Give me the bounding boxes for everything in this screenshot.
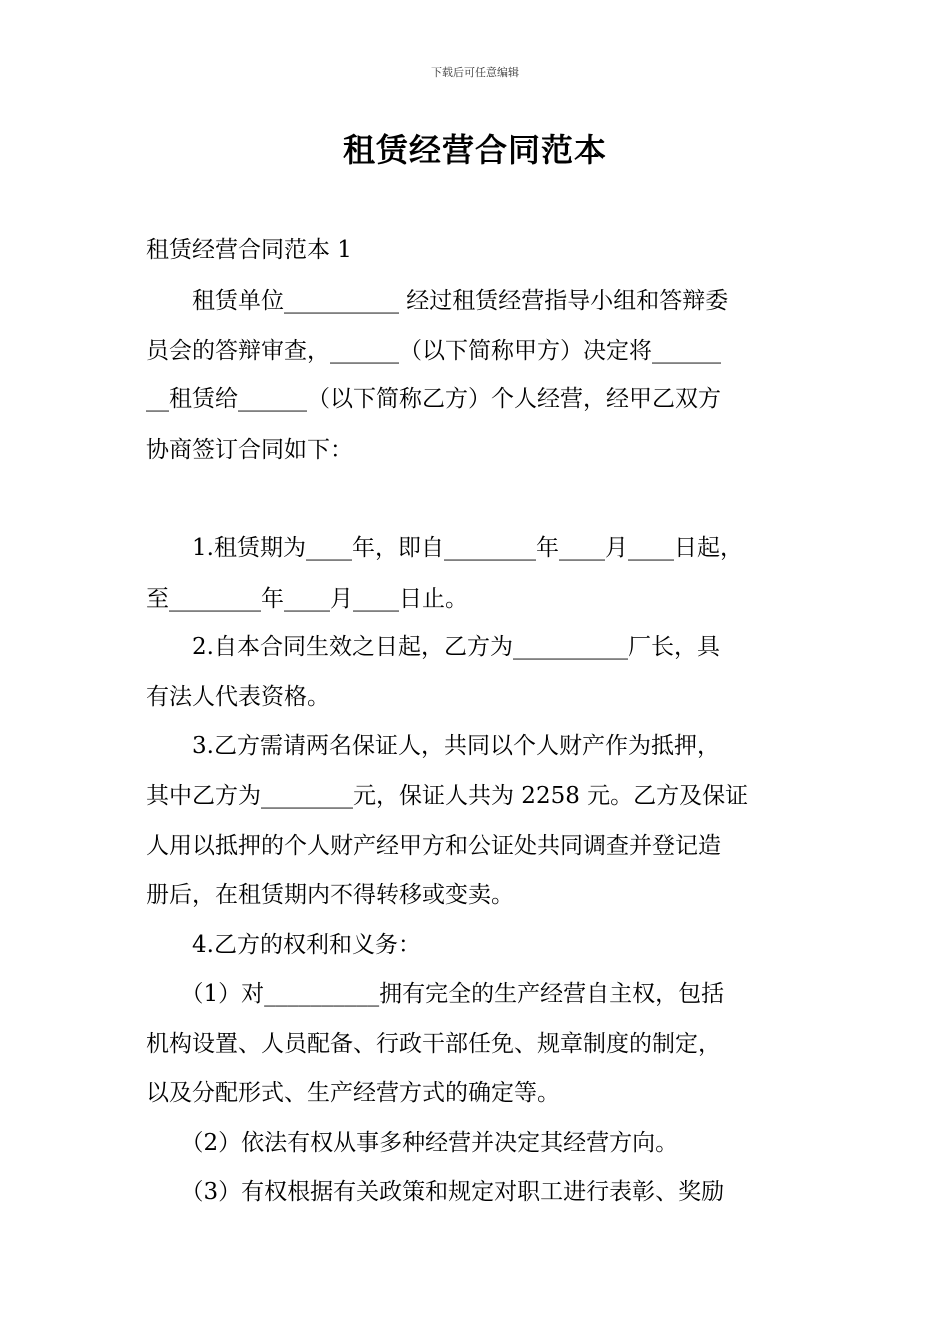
body-line: 1.租赁期为____年，即自________年____月____日起， xyxy=(146,535,743,561)
body-line: 2.自本合同生效之日起，乙方为__________厂长，具 xyxy=(146,634,720,660)
body-line: 以及分配形式、生产经营方式的确定等。 xyxy=(146,1080,560,1106)
body-line: 3.乙方需请两名保证人，共同以个人财产作为抵押， xyxy=(146,733,720,759)
body-line: （3）有权根据有关政策和规定对职工进行表彰、奖励 xyxy=(146,1179,725,1205)
body-line: 机构设置、人员配备、行政干部任免、规章制度的制定， xyxy=(146,1031,721,1057)
document-title: 租赁经营合同范本 xyxy=(342,131,607,169)
body-line: （2）依法有权从事多种经营并决定其经营方向。 xyxy=(146,1130,679,1156)
body-line: 人用以抵押的个人财产经甲方和公证处共同调查并登记造 xyxy=(146,833,721,859)
body-line: （1）对__________拥有完全的生产经营自主权，包括 xyxy=(146,981,725,1007)
header-note: 下载后可任意编辑 xyxy=(431,66,519,79)
body-line: 有法人代表资格。 xyxy=(146,684,330,710)
body-line: 租赁单位__________ 经过租赁经营指导小组和答辩委 xyxy=(146,288,729,314)
body-line: 员会的答辩审查，______（以下简称甲方）决定将______ xyxy=(146,338,721,364)
body-line: 4.乙方的权利和义务： xyxy=(146,932,421,958)
body-line: __租赁给______（以下简称乙方）个人经营，经甲乙双方 xyxy=(146,386,721,412)
body-line: 其中乙方为________元，保证人共为 2258 元。乙方及保证 xyxy=(146,783,749,809)
section-heading: 租赁经营合同范本 1 xyxy=(146,237,352,263)
body-line: 册后，在租赁期内不得转移或变卖。 xyxy=(146,882,514,908)
body-line: 协商签订合同如下： xyxy=(146,437,353,463)
body-line: 至________年____月____日止。 xyxy=(146,586,468,612)
